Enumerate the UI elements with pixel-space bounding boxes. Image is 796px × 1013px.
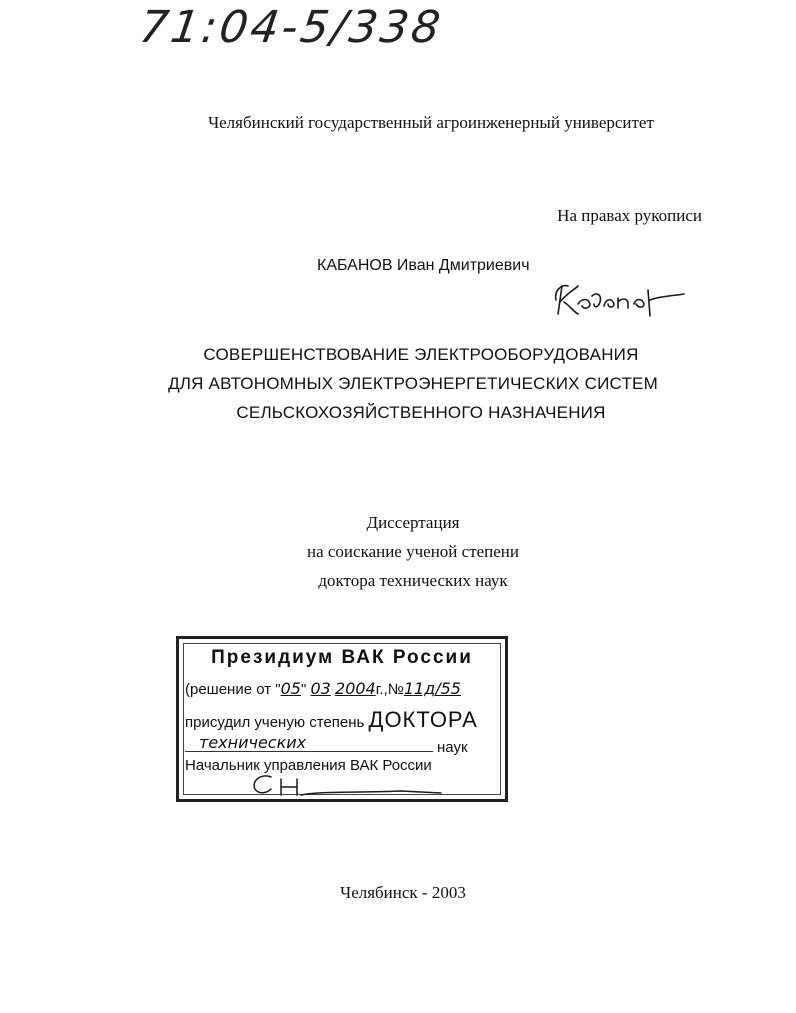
field-handwritten: технических xyxy=(199,733,307,752)
decision-year: 2004 xyxy=(335,679,376,698)
dissertation-degree: доктора технических наук xyxy=(318,571,508,590)
title-line-2: ДЛЯ АВТОНОМНЫХ ЭЛЕКТРОЭНЕРГЕТИЧЕСКИХ СИСТЕМ xyxy=(168,374,658,393)
sciences-text: наук xyxy=(437,739,468,756)
author-signature xyxy=(548,276,688,320)
year-suffix: г., xyxy=(375,681,388,698)
decision-day: 05 xyxy=(280,679,301,698)
title-line-1: СОВЕРШЕНСТВОВАНИЕ ЭЛЕКТРООБОРУДОВАНИЯ xyxy=(203,345,639,364)
rights-note: На правах рукописи xyxy=(557,206,702,225)
dissertation-purpose: на соискание ученой степени xyxy=(306,542,520,561)
author-name: КАБАНОВ Иван Дмитриевич xyxy=(317,257,530,274)
dissertation-type: Диссертация xyxy=(366,513,460,532)
city-year: Челябинск - 2003 xyxy=(340,883,466,902)
decision-month: 03 xyxy=(310,679,331,698)
decision-prefix: (решение от xyxy=(185,681,272,698)
awarded-text: присудил ученую степень xyxy=(185,714,365,731)
stamp-signature xyxy=(241,771,451,799)
vak-stamp xyxy=(176,636,508,802)
stamp-field-line xyxy=(185,733,468,756)
number-label: № xyxy=(387,681,404,698)
title-line-3: СЕЛЬСКОХОЗЯЙСТВЕННОГО НАЗНАЧЕНИЯ xyxy=(236,403,606,422)
university-name: Челябинский государственный агроинженерный университет xyxy=(208,113,654,132)
catalog-number: 71:04-5/338 xyxy=(136,2,447,53)
stamp-title: Президиум ВАК России xyxy=(211,647,473,668)
head-text: Начальник управления ВАК России xyxy=(185,757,432,774)
stamp-decision-line: (решение от "05" 03 2004г.,№11д/55 xyxy=(185,679,461,698)
decision-number: 11д/55 xyxy=(403,679,461,698)
stamp-degree-line xyxy=(185,707,478,733)
degree-text: ДОКТОРА xyxy=(368,707,478,732)
